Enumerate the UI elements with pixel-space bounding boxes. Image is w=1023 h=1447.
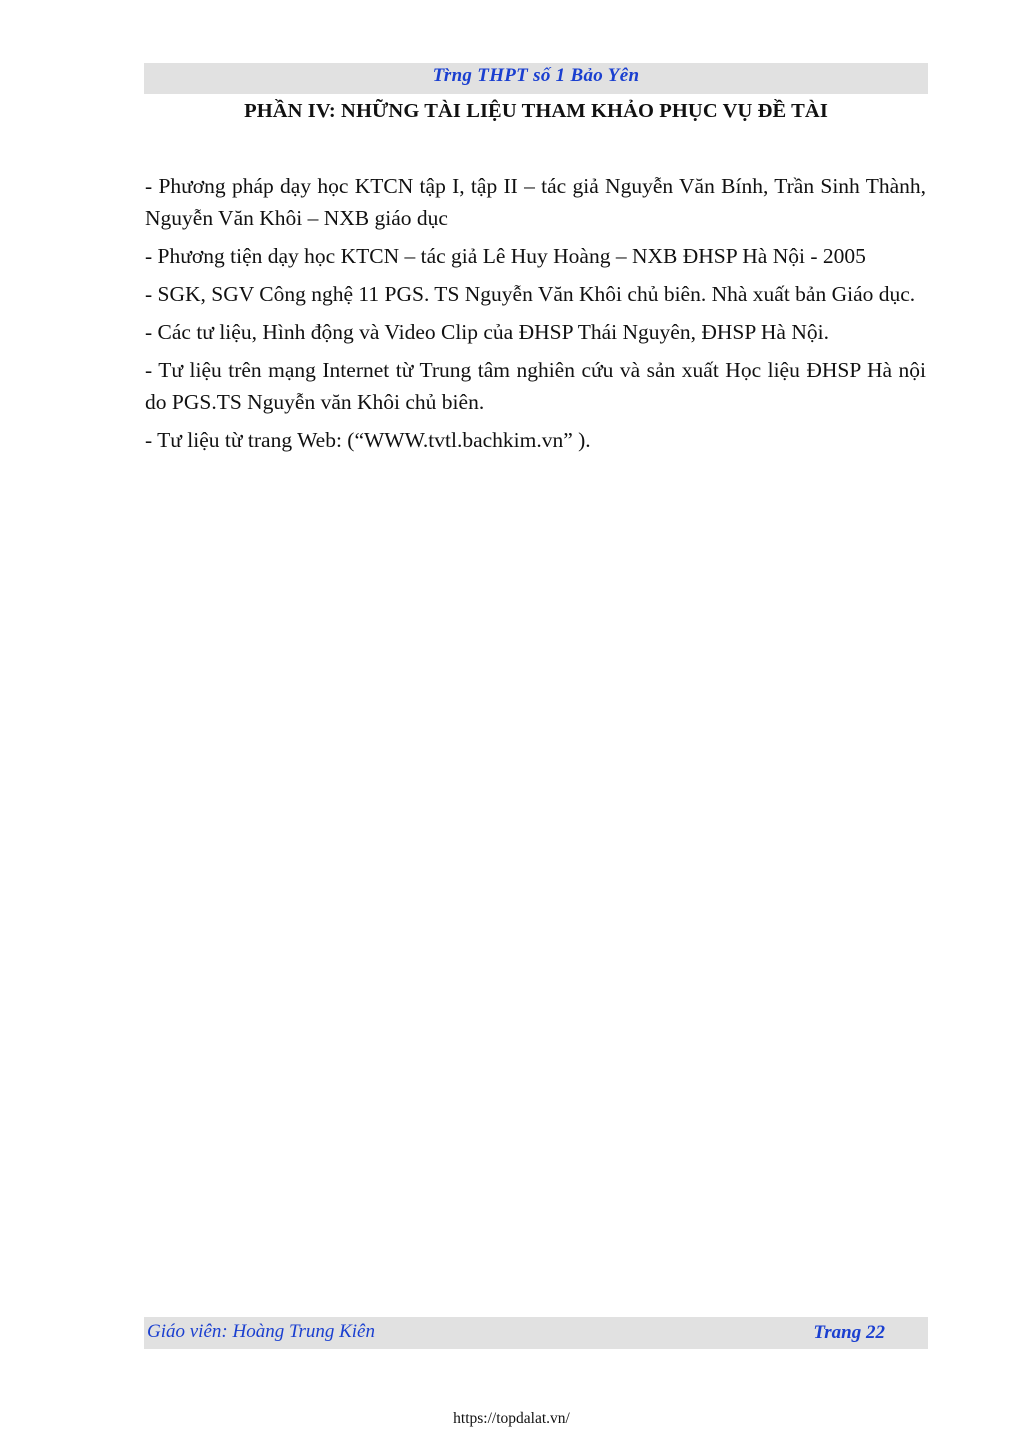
section-title: PHẦN IV: NHỮNG TÀI LIỆU THAM KHẢO PHỤC VỤ ĐỀ TÀI (244, 100, 828, 122)
page-footer (144, 1317, 928, 1349)
source-url-link[interactable]: https://topdalat.vn/ (453, 1410, 570, 1427)
footer-teacher-name: Giáo viên: Hoàng Trung Kiên (147, 1321, 375, 1342)
reference-item: - Tư liệu từ trang Web: (“WWW.tvtl.bachkim.vn” ). (145, 428, 591, 452)
page-header (144, 63, 928, 94)
reference-item: - Phương tiện dạy học KTCN – tác giả Lê Huy Hoàng – NXB ĐHSP Hà Nội - 2005 (145, 244, 866, 268)
reference-item: - Tư liệu trên mạng Internet từ Trung tâm nghiên cứu và sản xuất Học liệu ĐHSP Hà nội do PGS.TS Nguyễn văn Khôi chủ biên. (145, 358, 926, 414)
reference-item: - SGK, SGV Công nghệ 11 PGS. TS Nguyễn Văn Khôi chủ biên. Nhà xuất bản Giáo dục. (145, 282, 916, 306)
footer-page-number: Trang 22 (813, 1322, 885, 1343)
reference-item: - Các tư liệu, Hình động và Video Clip của ĐHSP Thái Nguyên, ĐHSP Hà Nội. (145, 320, 829, 344)
reference-list (145, 170, 926, 462)
reference-item: - Phương pháp dạy học KTCN tập I, tập II – tác giả Nguyễn Văn Bính, Trần Sinh Thành, Nguyễn Văn Khôi – NXB giáo dục (145, 174, 926, 230)
header-school-name: Tr̀ng THPT số 1 Bảo Yên (432, 65, 640, 86)
